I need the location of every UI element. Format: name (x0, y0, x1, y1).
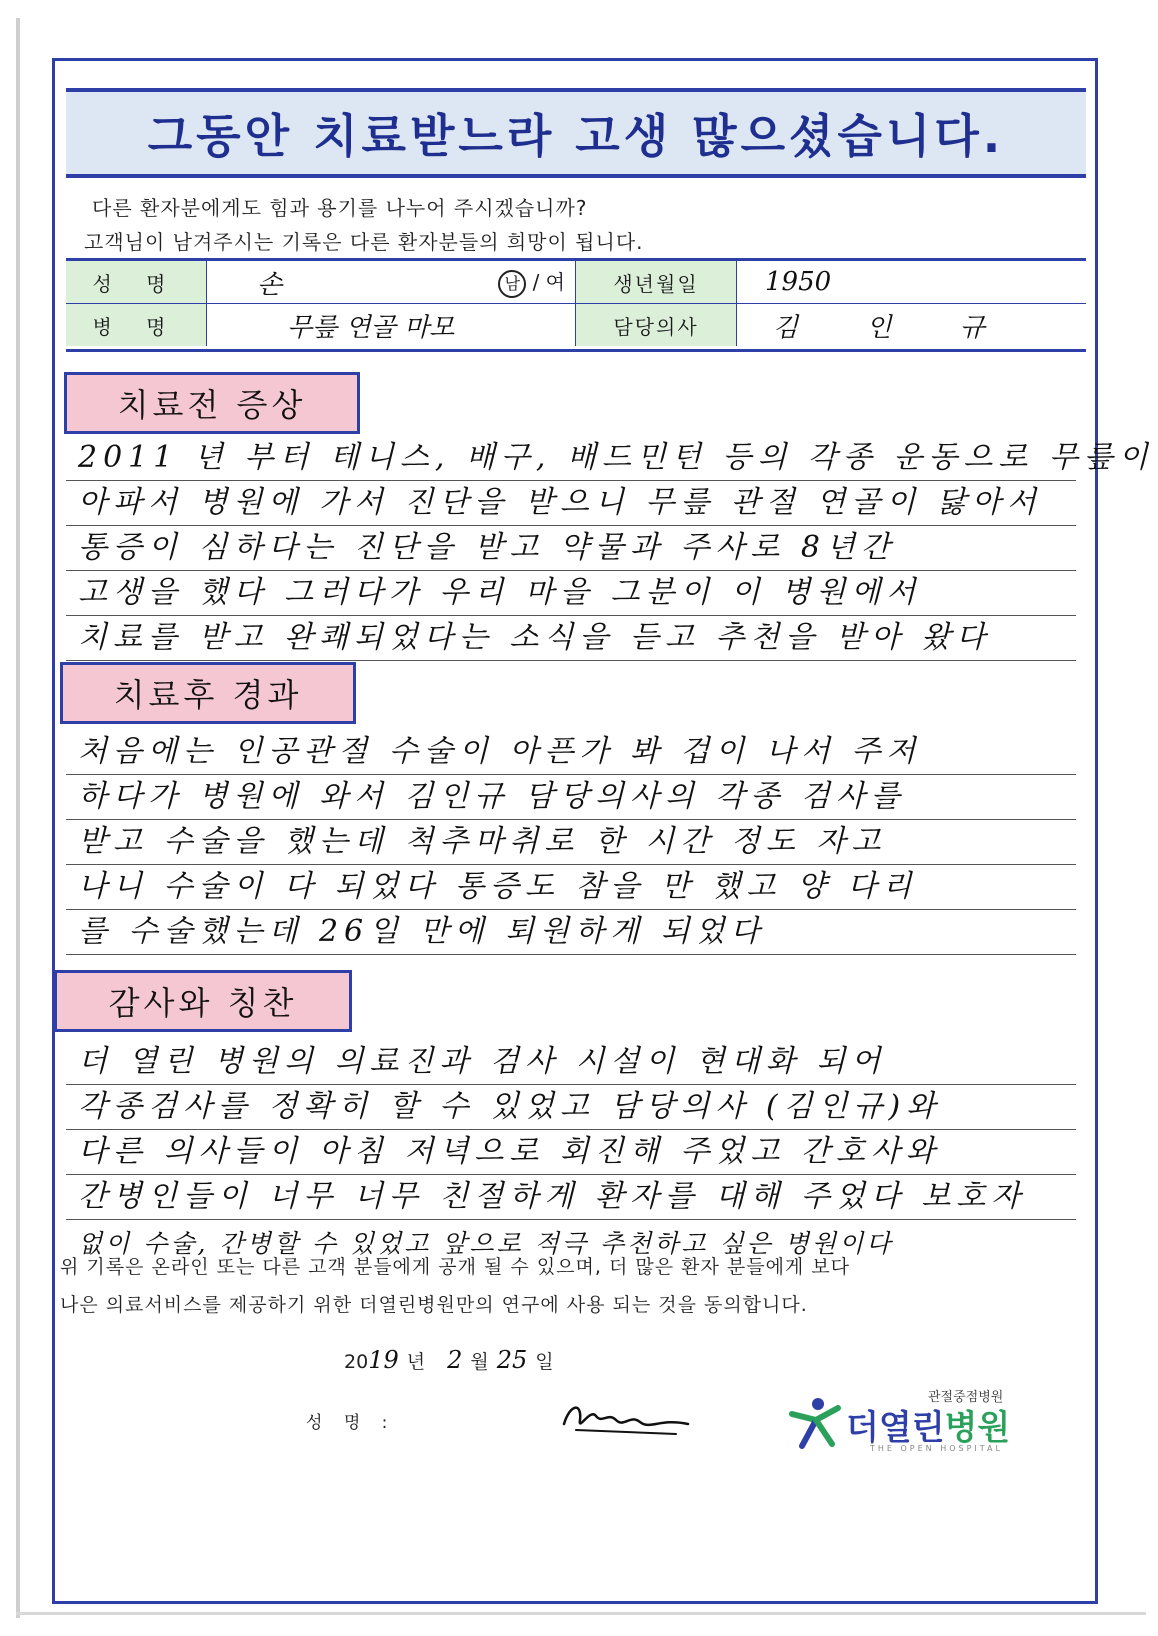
handwritten-signature (556, 1394, 696, 1444)
after-treatment-text (66, 730, 1076, 955)
day-label: 일 (535, 1351, 554, 1373)
disease-label: 병 명 (66, 304, 207, 346)
gender-female: 여 (545, 270, 565, 294)
page-title: 그동안 치료받느라 고생 많으셨습니다. (147, 109, 1005, 163)
handwritten-line: 더 열린 병원의 의료진과 검사 시설이 현대화 되어 (66, 1040, 1076, 1085)
info-row (66, 304, 1086, 346)
intro-line: 고객님이 남겨주시는 기록은 다른 환자분들의 희망이 됩니다. (84, 230, 644, 254)
gender-selector (498, 266, 565, 298)
consent-text: 위 기록은 온라인 또는 다른 고객 분들에게 공개 될 수 있으며, 더 많은 환자 분들에게 보다 (60, 1256, 851, 1278)
logo-subtitle: 관절중점병원 (928, 1390, 1004, 1405)
handwritten-line: 치료를 받고 완쾌되었다는 소식을 듣고 추천을 받아 왔다 (66, 616, 1076, 661)
name-value: 손 (257, 269, 283, 300)
signature-label: 성 명 : (306, 1413, 396, 1433)
doctor-label: 담당의사 (576, 304, 737, 346)
logo-name (846, 1400, 1010, 1449)
scan-edge (16, 1612, 1146, 1615)
consent-text: 나은 의료서비스를 제공하기 위한 더열린병원만의 연구에 사용 되는 것을 동의합니다. (60, 1294, 808, 1316)
handwritten-line: 고생을 했다 그러다가 우리 마을 그분이 이 병원에서 (66, 571, 1076, 616)
birth-label: 생년월일 (576, 261, 737, 303)
handwritten-line: 받고 수술을 했는데 척추마취로 한 시간 정도 자고 (66, 820, 1076, 865)
handwritten-line: 를 수술했는데 26일 만에 퇴원하게 되었다 (66, 910, 1076, 955)
handwritten-line: 없이 수술, 간병할 수 있었고 앞으로 적극 추천하고 싶은 병원이다 (78, 1229, 894, 1258)
disease-field (207, 304, 576, 346)
date-line (344, 1346, 554, 1374)
year-value: 19 (368, 1346, 399, 1374)
handwritten-line: 2011 년 부터 테니스, 배구, 배드민턴 등의 각종 운동으로 무릎이 (66, 436, 1076, 481)
doctor-field (737, 304, 1086, 346)
running-figure-icon (788, 1394, 844, 1450)
thanks-text (66, 1040, 1076, 1264)
hospital-logo (788, 1386, 1028, 1466)
before-treatment-text (66, 436, 1154, 661)
handwritten-line: 아파서 병원에 가서 진단을 받으니 무릎 관절 연골이 닳아서 (66, 481, 1076, 526)
handwritten-line: 통증이 심하다는 진단을 받고 약물과 주사로 8년간 (66, 526, 1076, 571)
section-heading-after: 치료후 경과 (60, 662, 356, 724)
handwritten-line: 나니 수술이 다 되었다 통증도 참을 만 했고 양 다리 (66, 865, 1076, 910)
scan-edge (16, 18, 20, 1618)
birth-value: 1950 (765, 267, 832, 297)
info-row (66, 261, 1086, 304)
logo-english: THE OPEN HOSPITAL (870, 1444, 1003, 1453)
gender-separator: / (532, 270, 540, 294)
handwritten-line: 각종검사를 정확히 할 수 있었고 담당의사 (김인규)와 (66, 1085, 1076, 1130)
disease-value: 무릎 연골 마모 (287, 312, 455, 343)
month-value: 2 (447, 1346, 463, 1374)
logo-name-part2: 병원 (944, 1408, 1011, 1448)
name-field (207, 261, 576, 303)
handwritten-line: 처음에는 인공관절 수술이 아픈가 봐 겁이 나서 주저 (66, 730, 1076, 775)
handwritten-line: 하다가 병원에 와서 김인규 담당의사의 각종 검사를 (66, 775, 1076, 820)
handwritten-line: 다른 의사들이 아침 저녁으로 회진해 주었고 간호사와 (66, 1130, 1076, 1175)
month-label: 월 (470, 1351, 489, 1373)
section-heading-thanks: 감사와 칭찬 (54, 970, 352, 1032)
title-bar (66, 88, 1086, 178)
patient-info-table (66, 258, 1086, 352)
handwritten-line: 간병인들이 너무 너무 친절하게 환자를 대해 주었다 보호자 (66, 1175, 1076, 1220)
doctor-value: 김 인 규 (773, 312, 1015, 343)
name-label: 성 명 (66, 261, 207, 303)
gender-male-circled: 남 (498, 270, 526, 298)
day-value: 25 (496, 1346, 528, 1374)
section-heading-before: 치료전 증상 (64, 372, 360, 434)
intro-line: 다른 환자분에게도 힘과 용기를 나누어 주시겠습니까? (92, 196, 588, 220)
birth-field (737, 261, 1086, 303)
logo-name-part1: 더열린 (846, 1408, 945, 1448)
year-label: 년 (406, 1351, 426, 1373)
year-prefix: 20 (344, 1351, 369, 1373)
